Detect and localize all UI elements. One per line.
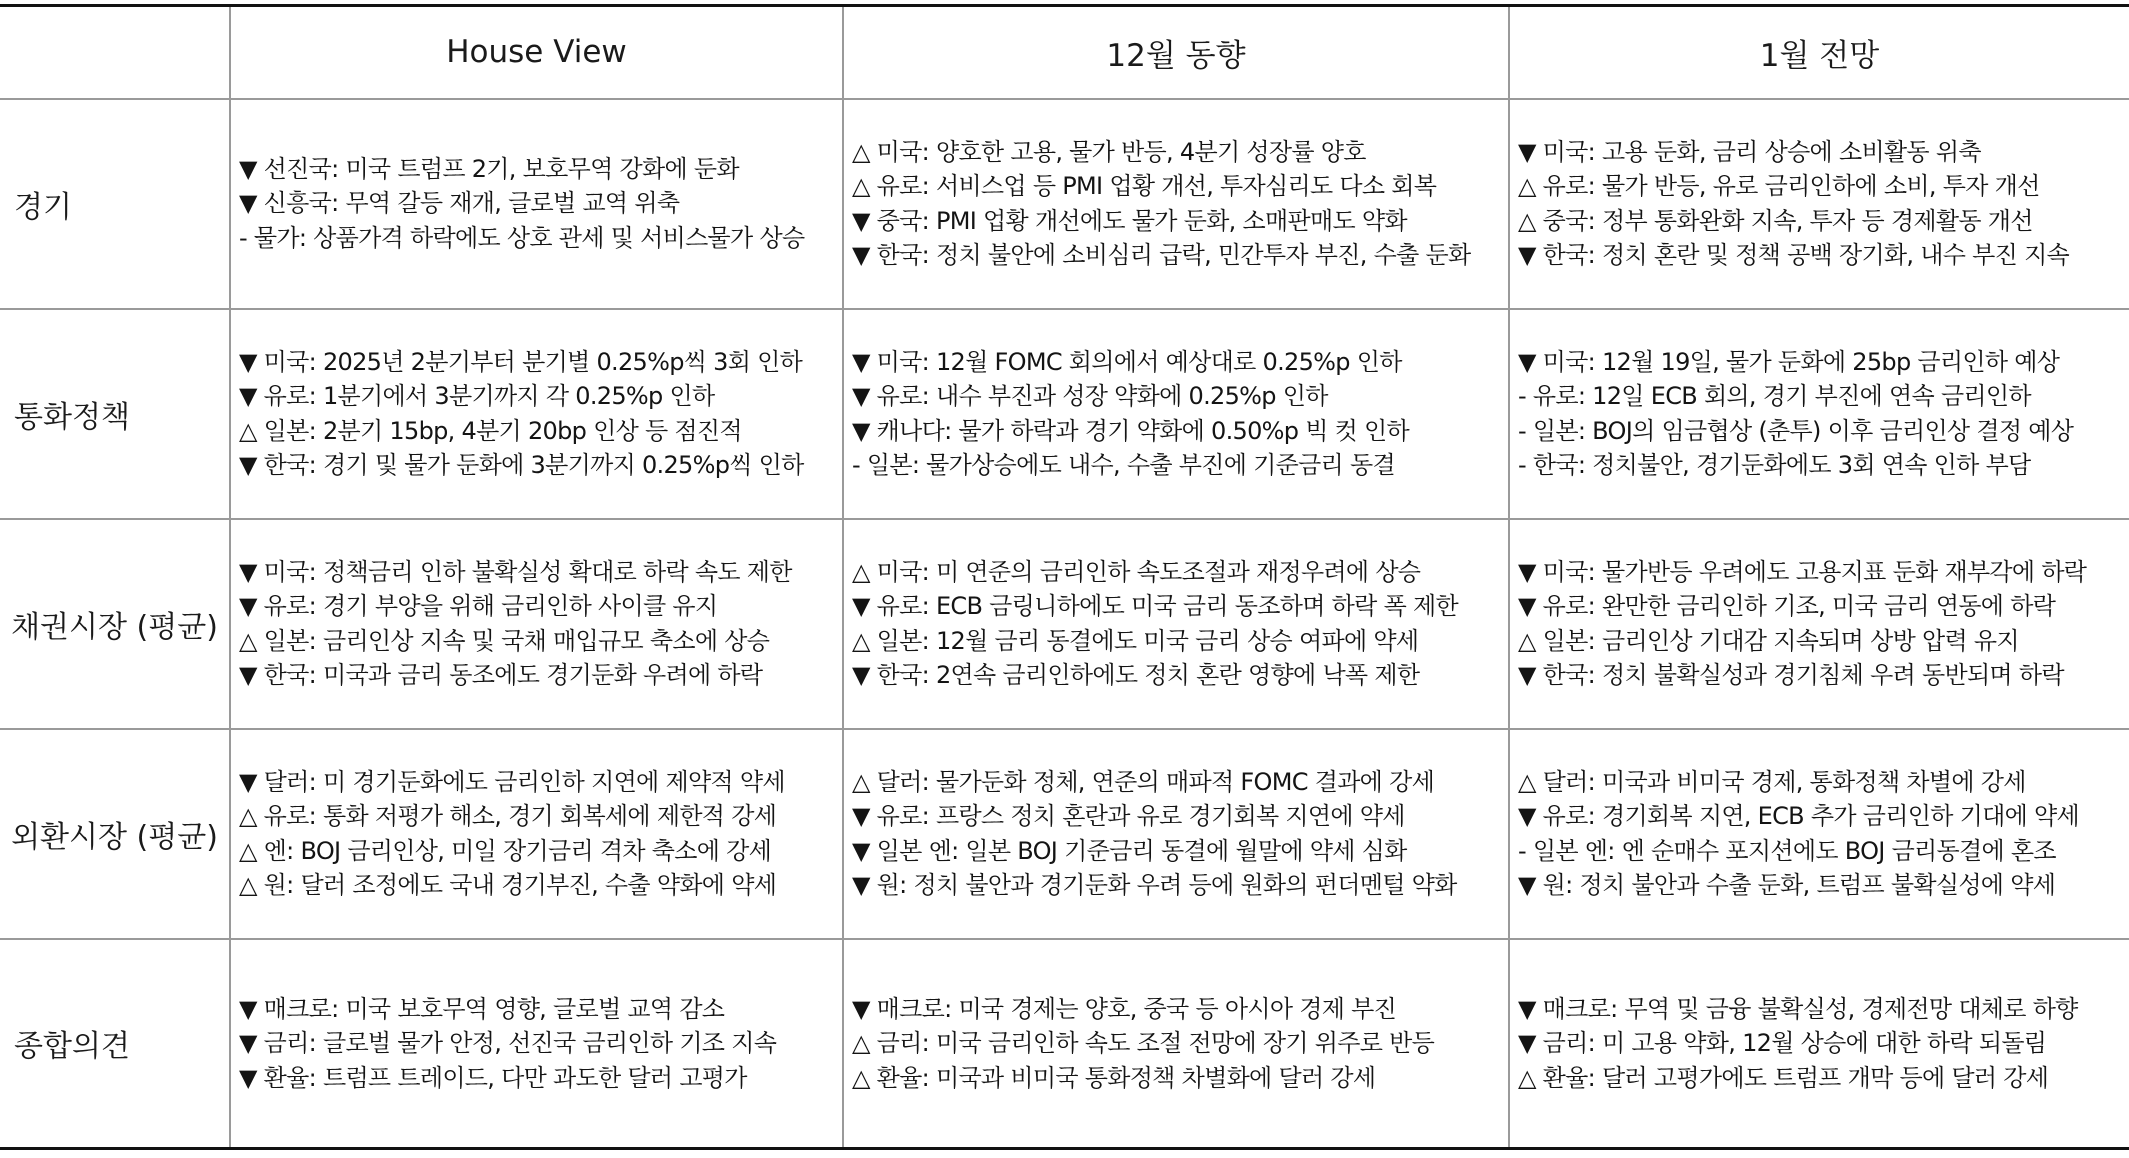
cell-line: ▼ 캐나다: 물가 하락과 경기 약화에 0.50%p 빅 컷 인하: [852, 416, 1410, 445]
cell-line: ▼ 미국: 고용 둔화, 금리 상승에 소비활동 위축: [1518, 137, 1981, 166]
row-overall-opinion: [0, 939, 2129, 1149]
cell-line: ▼ 한국: 2연속 금리인하에도 정치 혼란 영향에 낙폭 제한: [852, 661, 1420, 689]
cell-line: △ 미국: 양호한 고용, 물가 반등, 4분기 성장률 양호: [852, 137, 1366, 166]
cell-line: ▼ 미국: 2025년 2분기부터 분기별 0.25%p씩 3회 인하: [239, 347, 803, 376]
cell-line: ▼ 한국: 정치 불확실성과 경기침체 우려 동반되며 하락: [1518, 661, 2064, 689]
header-row: [0, 6, 2129, 99]
cell-line: △ 달러: 물가둔화 정체, 연준의 매파적 FOMC 결과에 강세: [852, 767, 1435, 796]
cell-line: ▼ 원: 정치 불안과 수출 둔화, 트럼프 불확실성에 약세: [1518, 871, 2056, 899]
cell-line: △ 환율: 미국과 비미국 통화정책 차별화에 달러 강세: [852, 1063, 1376, 1092]
cell-house-view: [230, 519, 843, 729]
cell-line: ▼ 원: 정치 불안과 경기둔화 우려 등에 원화의 펀더멘털 약화: [852, 871, 1457, 899]
cell-line: △ 환율: 달러 고평가에도 트럼프 개막 등에 달러 강세: [1518, 1063, 2049, 1092]
cell-line: △ 엔: BOJ 금리인상, 미일 장기금리 격차 축소에 강세: [239, 836, 772, 865]
cell-house-view: [230, 309, 843, 519]
cell-line: ▼ 달러: 미 경기둔화에도 금리인하 지연에 제약적 약세: [239, 767, 785, 796]
cell-line: △ 유로: 서비스업 등 PMI 업황 개선, 투자심리도 다소 회복: [852, 172, 1437, 200]
cell-line: ▼ 한국: 정치 불안에 소비심리 급락, 민간투자 부진, 수출 둔화: [852, 241, 1471, 269]
row-monetary-policy: [0, 309, 2129, 519]
cell-line: ▼ 선진국: 미국 트럼프 2기, 보호무역 강화에 둔화: [239, 154, 739, 183]
cell-line: △ 금리: 미국 금리인하 속도 조절 전망에 장기 위주로 반등: [852, 1029, 1435, 1057]
header-december-trend: 12월 동향: [843, 6, 1509, 99]
row-fx-market: [0, 729, 2129, 939]
cell-line: ▼ 유로: 1분기에서 3분기까지 각 0.25%p 인하: [239, 382, 715, 410]
cell-line: ▼ 유로: 경기회복 지연, ECB 추가 금리인하 기대에 약세: [1518, 802, 2079, 830]
cell-house-view: [230, 99, 843, 309]
cell-line: - 한국: 정치불안, 경기둔화에도 3회 연속 인하 부담: [1518, 451, 2031, 479]
cell-january: [1509, 729, 2129, 939]
cell-line: ▼ 미국: 12월 19일, 물가 둔화에 25bp 금리인하 예상: [1518, 347, 2060, 376]
cell-line: ▼ 미국: 정책금리 인하 불확실성 확대로 하락 속도 제한: [239, 557, 792, 586]
row-label: 통화정책: [0, 309, 230, 519]
cell-january: [1509, 99, 2129, 309]
cell-december: [843, 99, 1509, 309]
cell-house-view: [230, 939, 843, 1149]
header-house-view: House View: [230, 6, 843, 99]
cell-january: [1509, 519, 2129, 729]
cell-line: ▼ 신흥국: 무역 갈등 재개, 글로벌 교역 위축: [239, 189, 680, 218]
row-label: 경기: [0, 99, 230, 309]
cell-line: △ 일본: 12월 금리 동결에도 미국 금리 상승 여파에 약세: [852, 626, 1419, 655]
cell-line: △ 일본: 금리인상 지속 및 국채 매입규모 축소에 상승: [239, 626, 770, 655]
cell-line: ▼ 일본 엔: 일본 BOJ 기준금리 동결에 월말에 약세 심화: [852, 836, 1407, 865]
cell-december: [843, 519, 1509, 729]
cell-line: ▼ 미국: 물가반등 우려에도 고용지표 둔화 재부각에 하락: [1518, 557, 2087, 586]
cell-line: - 물가: 상품가격 하락에도 상호 관세 및 서비스물가 상승: [239, 223, 805, 252]
cell-december: [843, 309, 1509, 519]
cell-line: ▼ 매크로: 무역 및 금융 불확실성, 경제전망 대체로 하향: [1518, 994, 2078, 1023]
cell-line: △ 일본: 금리인상 기대감 지속되며 상방 압력 유지: [1518, 626, 2019, 655]
header-empty: [0, 6, 230, 99]
cell-line: ▼ 한국: 정치 혼란 및 정책 공백 장기화, 내수 부진 지속: [1518, 241, 2070, 269]
cell-line: - 일본: BOJ의 임금협상 (춘투) 이후 금리인상 결정 예상: [1518, 416, 2074, 445]
cell-line: ▼ 유로: 내수 부진과 성장 약화에 0.25%p 인하: [852, 382, 1328, 410]
cell-line: ▼ 금리: 미 고용 약화, 12월 상승에 대한 하락 되돌림: [1518, 1029, 2047, 1057]
cell-december: [843, 939, 1509, 1149]
cell-line: △ 미국: 미 연준의 금리인하 속도조절과 재정우려에 상승: [852, 557, 1421, 586]
cell-line: ▼ 매크로: 미국 경제는 양호, 중국 등 아시아 경제 부진: [852, 994, 1397, 1023]
cell-line: ▼ 중국: PMI 업황 개선에도 물가 둔화, 소매판매도 약화: [852, 206, 1407, 235]
cell-january: [1509, 939, 2129, 1149]
row-economy: [0, 99, 2129, 309]
row-label: 채권시장 (평균): [0, 519, 230, 729]
cell-line: △ 일본: 2분기 15bp, 4분기 20bp 인상 등 점진적: [239, 416, 742, 445]
cell-december: [843, 729, 1509, 939]
cell-line: △ 원: 달러 조정에도 국내 경기부진, 수출 약화에 약세: [239, 871, 777, 899]
cell-line: - 일본: 물가상승에도 내수, 수출 부진에 기준금리 동결: [852, 451, 1395, 479]
cell-house-view: [230, 729, 843, 939]
cell-line: △ 중국: 정부 통화완화 지속, 투자 등 경제활동 개선: [1518, 206, 2033, 235]
cell-line: ▼ 환율: 트럼프 트레이드, 다만 과도한 달러 고평가: [239, 1063, 747, 1092]
cell-line: - 유로: 12일 ECB 회의, 경기 부진에 연속 금리인하: [1518, 382, 2031, 410]
cell-line: - 일본 엔: 엔 순매수 포지션에도 BOJ 금리동결에 혼조: [1518, 836, 2056, 865]
row-bond-market: [0, 519, 2129, 729]
header-january-outlook: 1월 전망: [1509, 6, 2129, 99]
cell-january: [1509, 309, 2129, 519]
cell-line: ▼ 금리: 글로벌 물가 안정, 선진국 금리인하 기조 지속: [239, 1029, 777, 1057]
row-label: 외환시장 (평균): [0, 729, 230, 939]
cell-line: △ 달러: 미국과 비미국 경제, 통화정책 차별에 강세: [1518, 767, 2026, 796]
cell-line: ▼ 한국: 경기 및 물가 둔화에 3분기까지 0.25%p씩 인하: [239, 451, 804, 479]
cell-line: △ 유로: 물가 반등, 유로 금리인하에 소비, 투자 개선: [1518, 172, 2040, 200]
row-label: 종합의견: [0, 939, 230, 1149]
cell-line: △ 유로: 통화 저평가 해소, 경기 회복세에 제한적 강세: [239, 802, 777, 830]
cell-line: ▼ 유로: 경기 부양을 위해 금리인하 사이클 유지: [239, 592, 718, 620]
cell-line: ▼ 유로: 완만한 금리인하 기조, 미국 금리 연동에 하락: [1518, 592, 2056, 620]
cell-line: ▼ 한국: 미국과 금리 동조에도 경기둔화 우려에 하락: [239, 661, 763, 689]
market-outlook-table: [0, 4, 2129, 1150]
cell-line: ▼ 유로: ECB 금링니하에도 미국 금리 동조하며 하락 폭 제한: [852, 592, 1458, 620]
cell-line: ▼ 매크로: 미국 보호무역 영향, 글로벌 교역 감소: [239, 994, 725, 1023]
cell-line: ▼ 미국: 12월 FOMC 회의에서 예상대로 0.25%p 인하: [852, 347, 1402, 376]
cell-line: ▼ 유로: 프랑스 정치 혼란과 유로 경기회복 지연에 약세: [852, 802, 1405, 830]
